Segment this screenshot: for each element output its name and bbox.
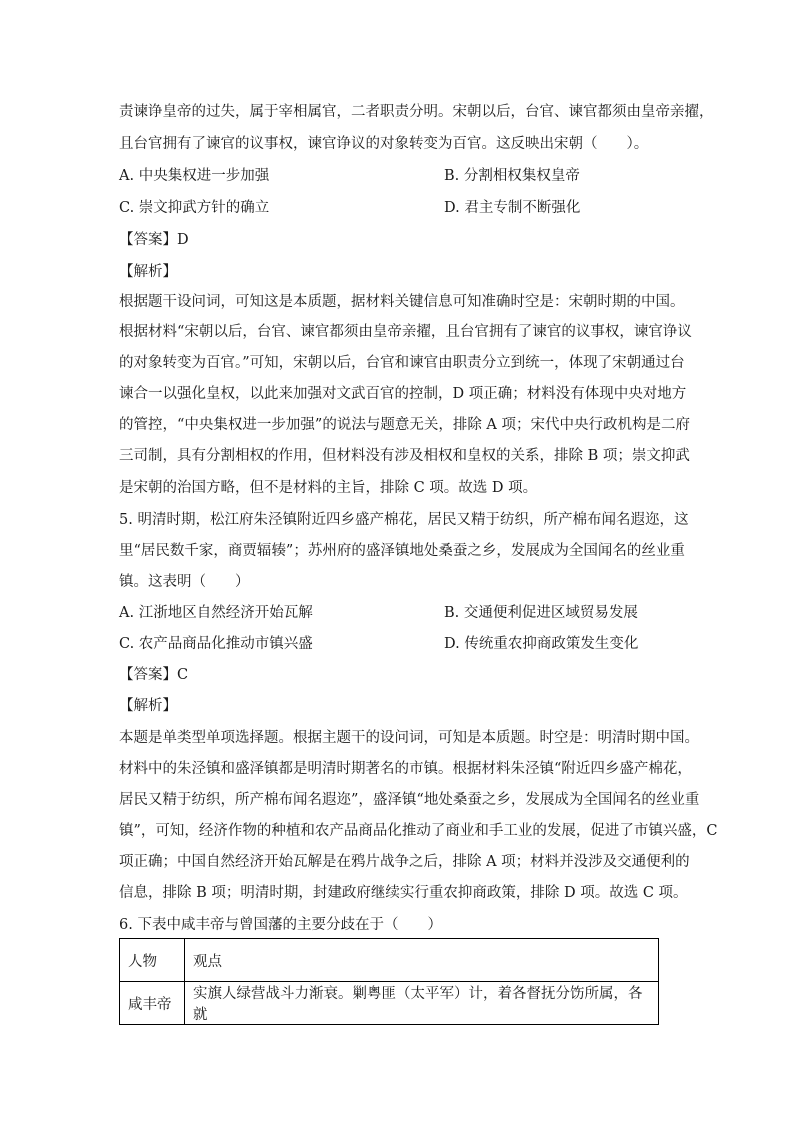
text-line: 且台官拥有了谏官的议事权，谏官诤议的对象转变为百官。这反映出宋朝（ ）。	[119, 136, 649, 152]
text-line: 的管控，“中央集权进一步加强”的说法与题意无关，排除 A 项；宋代中央行政机构是二府	[119, 417, 691, 433]
text-line: 谏合一以强化皇权，以此来加强对文武百官的控制，D 项正确；材料没有体现中央对地方	[119, 386, 687, 402]
table-header-row	[120, 939, 659, 982]
question-6-table	[119, 938, 659, 1025]
option-b: B. 交通便利促进区域贸易发展	[444, 605, 638, 621]
analysis-label: 【解析】	[119, 264, 177, 280]
option-c: C. 农产品商品化推动市镇兴盛	[119, 636, 313, 652]
text-line: 根据材料“宋朝以后，台官、谏官都须由皇帝亲擢，且台官拥有了谏官的议事权，谏官诤议	[119, 324, 692, 340]
option-d: D. 君主专制不断强化	[444, 200, 581, 216]
text-line: 信息，排除 B 项；明清时期，封建政府继续实行重农抑商政策，排除 D 项。故选 C 项。	[119, 885, 688, 901]
text-line: 5. 明清时期，松江府朱泾镇附近四乡盛产棉花，居民又精于纺织，所产棉布闻名遐迩，这	[119, 512, 689, 528]
answer-label: 【答案】D	[119, 232, 189, 248]
answer-label: 【答案】C	[119, 667, 189, 683]
text-line: 本题是单类型单项选择题。根据主题干的设问词，可知是本质题。时空是：明清时期中国。	[119, 730, 699, 746]
text-line: 镇。这表明（ ）	[119, 574, 250, 590]
text-line: 三司制，具有分割相权的作用，但材料没有涉及相权和皇权的关系，排除 B 项；崇文抑武	[119, 448, 690, 464]
text-line: 根据题干设问词，可知这是本质题，据材料关键信息可知准确时空是：宋朝时期的中国。	[119, 294, 685, 310]
analysis-label: 【解析】	[119, 698, 177, 714]
text-line: 居民又精于纺织，所产棉布闻名遐迩”，盛泽镇“地处桑蚕之乡，发展成为全国闻名的丝业重	[119, 792, 700, 808]
cell-person: 咸丰帝	[120, 982, 185, 1025]
cell-view: 实旗人绿营战斗力渐衰。剿粤匪（太平军）计，着各督抚分饬所属，各就	[185, 982, 659, 1025]
text-line: 镇”，可知，经济作物的种植和农产品商品化推动了商业和手工业的发展，促进了市镇兴盛，C	[119, 823, 718, 839]
text-line: 材料中的朱泾镇和盛泽镇都是明清时期著名的市镇。根据材料朱泾镇“附近四乡盛产棉花，	[119, 761, 692, 777]
table-row	[120, 982, 659, 1025]
text-line: 的对象转变为百官。”可知，宋朝以后，台官和谏官由职责分立到统一，体现了宋朝通过台	[119, 355, 685, 371]
option-a: A. 江浙地区自然经济开始瓦解	[119, 605, 313, 621]
header-cell-view: 观点	[185, 939, 659, 982]
option-c: C. 崇文抑武方针的确立	[119, 200, 270, 216]
text-line: 责谏诤皇帝的过失，属于宰相属官，二者职责分明。宋朝以后，台官、谏官都须由皇帝亲擢，	[119, 104, 714, 120]
option-a: A. 中央集权进一步加强	[119, 168, 270, 184]
text-line: 里“居民数千家，商贾辐辏”；苏州府的盛泽镇地处桑蚕之乡，发展成为全国闻名的丝业重	[119, 543, 685, 559]
question-6-stem: 6. 下表中咸丰帝与曾国藩的主要分歧在于（ ）	[119, 917, 442, 933]
text-line: 项正确；中国自然经济开始瓦解是在鸦片战争之后，排除 A 项；材料并没涉及交通便利的	[119, 854, 690, 870]
text-line: 是宋朝的治国方略，但不是材料的主旨，排除 C 项。故选 D 项。	[119, 480, 538, 496]
option-b: B. 分割相权集权皇帝	[444, 168, 580, 184]
header-cell-person: 人物	[120, 939, 185, 982]
option-d: D. 传统重农抑商政策发生变化	[444, 636, 639, 652]
